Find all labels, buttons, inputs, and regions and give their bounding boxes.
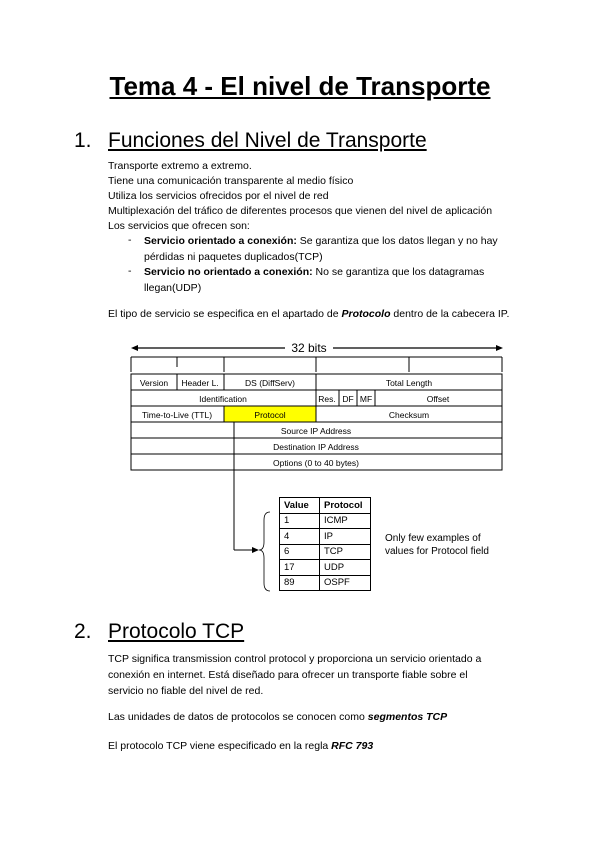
note-emphasis: Protocolo [341, 308, 391, 320]
column-header-protocol: Protocol [320, 498, 371, 514]
table-row [280, 544, 371, 560]
bullet-dash: - [128, 265, 132, 277]
paragraph-text: Las unidades de datos de protocolos se conocen como [108, 711, 368, 723]
tcp-segments-note [108, 710, 447, 725]
protocol-cell: OSPF [320, 575, 371, 591]
section-2-title: Protocolo TCP [108, 620, 245, 643]
table-row [280, 560, 371, 576]
note-text: El tipo de servicio se especifica en el apartado de [108, 308, 342, 320]
intro-line: Transporte extremo a extremo. [108, 160, 252, 172]
protocol-cell: ICMP [320, 513, 371, 529]
field-version: Version [139, 378, 169, 388]
value-cell: 89 [280, 575, 320, 591]
protocol-cell: TCP [320, 544, 371, 560]
bullet-description: No se garantiza que los datagramas llegan(UDP) [144, 266, 485, 294]
field-destination-ip: Destination IP Address [273, 442, 359, 452]
paragraph-line: conexión en internet. Está diseñado para ofrecer un transporte fiable sobre el [108, 669, 468, 681]
protocol-values-table [279, 497, 371, 591]
curly-brace [259, 512, 270, 591]
field-mf: MF [359, 394, 373, 404]
value-cell: 1 [280, 513, 320, 529]
paragraph-text: El protocolo TCP viene especificado en la regla [108, 740, 332, 752]
field-header-length: Header L. [181, 378, 219, 388]
bullet-dash: - [128, 234, 132, 246]
arrow-head-right [496, 345, 503, 351]
table-row [280, 529, 371, 545]
value-cell: 17 [280, 560, 320, 576]
protocol-table-note [385, 532, 489, 558]
field-identification: Identification [199, 394, 247, 404]
table-row [280, 575, 371, 591]
field-offset: Offset [426, 394, 450, 404]
tcp-description [108, 651, 481, 699]
field-source-ip: Source IP Address [280, 426, 352, 436]
field-ttl: Time-to-Live (TTL) [141, 410, 213, 420]
note-line: Only few examples of [385, 533, 481, 544]
column-header-value: Value [280, 498, 320, 514]
table-row [280, 513, 371, 529]
table-header-row [280, 498, 371, 514]
bullet-description: Se garantiza que los datos llegan y no hay pérdidas ni paquetes duplicados(TCP) [144, 235, 498, 263]
field-total-length: Total Length [385, 378, 433, 388]
rfc-reference: RFC 793 [331, 740, 374, 752]
field-ds: DS (DiffServ) [245, 378, 295, 388]
section-2-number: 2. [74, 620, 92, 643]
protocol-cell: IP [320, 529, 371, 545]
field-checksum: Checksum [388, 410, 430, 420]
arrow-head-left [131, 345, 138, 351]
field-protocol: Protocol [254, 410, 286, 420]
intro-line: Tiene una comunicación transparente al medio físico [108, 175, 354, 187]
protocol-cell: UDP [320, 560, 371, 576]
width-label: 32 bits [291, 341, 327, 355]
field-options: Options (0 to 40 bytes) [273, 458, 359, 468]
note-line: values for Protocol field [385, 546, 489, 557]
paragraph-line: servicio no fiable del nivel de red. [108, 685, 264, 697]
intro-line: Los servicios que ofrecen son: [108, 220, 250, 232]
paragraph-line: TCP significa transmission control protocol y proporciona un servicio orientado a [108, 653, 482, 665]
field-res: Res. [318, 394, 336, 404]
note-text: dentro de la cabecera IP. [390, 308, 510, 320]
value-cell: 4 [280, 529, 320, 545]
document-title: Tema 4 - El nivel de Transporte [109, 71, 491, 101]
bullet-term: Servicio orientado a conexión: [144, 235, 297, 247]
intro-line: Utiliza los servicios ofrecidos por el nivel de red [108, 190, 329, 202]
connector-arrow [252, 547, 259, 553]
tcp-rfc-note [108, 739, 373, 754]
section-1-number: 1. [74, 129, 92, 152]
segment-term: segmentos TCP [367, 711, 448, 723]
field-df: DF [342, 394, 354, 404]
intro-line: Multiplexación del tráfico de diferentes procesos que vienen del nivel de aplicación [108, 205, 493, 217]
value-cell: 6 [280, 544, 320, 560]
bullet-term: Servicio no orientado a conexión: [144, 266, 313, 278]
section-1-title: Funciones del Nivel de Transporte [108, 129, 427, 152]
